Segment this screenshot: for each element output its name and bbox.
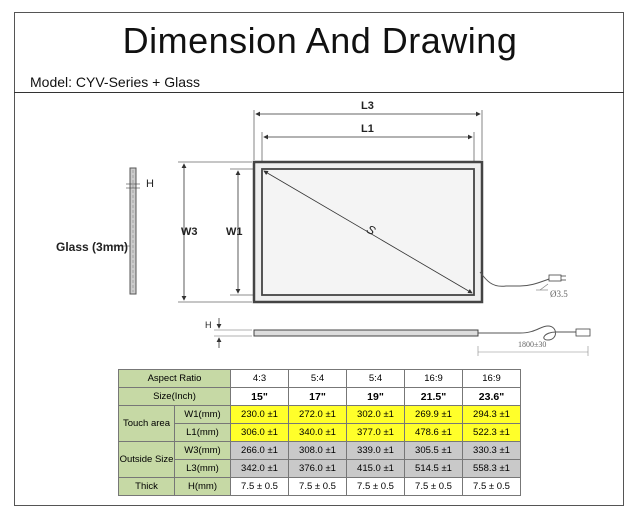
table-cell: 16:9 (405, 370, 463, 388)
w1-row-label: W1(mm) (175, 406, 231, 424)
thick-header: Thick (119, 478, 175, 496)
touch-area-header: Touch area (119, 406, 175, 442)
table-row (119, 370, 521, 388)
table-cell: 294.3 ±1 (463, 406, 521, 424)
table-cell: 266.0 ±1 (231, 442, 289, 460)
table-cell: 306.0 ±1 (231, 424, 289, 442)
h-row-label: H(mm) (175, 478, 231, 496)
table-cell: 23.6" (463, 388, 521, 406)
table-cell: 17" (289, 388, 347, 406)
cable-diameter-label: Ø3.5 (550, 289, 568, 299)
l3-label: L3 (361, 100, 374, 112)
table-cell: 19" (347, 388, 405, 406)
table-row (119, 424, 521, 442)
spec-table (118, 369, 521, 496)
table-cell: 558.3 ±1 (463, 460, 521, 478)
table-cell: 7.5 ± 0.5 (347, 478, 405, 496)
table-cell: 16:9 (463, 370, 521, 388)
table-cell: 415.0 ±1 (347, 460, 405, 478)
table-cell: 339.0 ±1 (347, 442, 405, 460)
size-header: Size(Inch) (119, 388, 231, 406)
l3-row-label: L3(mm) (175, 460, 231, 478)
table-cell: 305.5 ±1 (405, 442, 463, 460)
table-row (119, 388, 521, 406)
table-cell: 376.0 ±1 (289, 460, 347, 478)
table-cell: 5:4 (289, 370, 347, 388)
side-profile (112, 168, 140, 294)
table-cell: 230.0 ±1 (231, 406, 289, 424)
l3-dimension (254, 110, 482, 160)
table-cell: 7.5 ± 0.5 (463, 478, 521, 496)
table-row (119, 478, 521, 496)
s-label: S (364, 221, 378, 239)
table-cell: 5:4 (347, 370, 405, 388)
table-cell: 15" (231, 388, 289, 406)
table-cell: 7.5 ± 0.5 (289, 478, 347, 496)
cable-length-label: 1800±30 (518, 340, 547, 349)
h-side-label: H (146, 178, 154, 190)
table-cell: 377.0 ±1 (347, 424, 405, 442)
w1-label: W1 (226, 226, 243, 238)
model-label: Model: CYV-Series + Glass (30, 74, 201, 90)
table-cell: 7.5 ± 0.5 (405, 478, 463, 496)
table-cell: 340.0 ±1 (289, 424, 347, 442)
h-bottom-label: H (205, 320, 212, 330)
glass-label: Glass (3mm) (56, 240, 129, 254)
table-cell: 522.3 ±1 (463, 424, 521, 442)
w3-row-label: W3(mm) (175, 442, 231, 460)
l1-row-label: L1(mm) (175, 424, 231, 442)
bottom-profile (214, 318, 590, 356)
table-cell: 330.3 ±1 (463, 442, 521, 460)
l1-label: L1 (361, 123, 374, 135)
w3-label: W3 (181, 226, 198, 238)
cable (480, 272, 566, 290)
table-cell: 272.0 ±1 (289, 406, 347, 424)
table-cell: 269.9 ±1 (405, 406, 463, 424)
table-cell: 308.0 ±1 (289, 442, 347, 460)
table-cell: 21.5" (405, 388, 463, 406)
table-row (119, 460, 521, 478)
outside-size-header: Outside Size (119, 442, 175, 478)
table-cell: 4:3 (231, 370, 289, 388)
table-cell: 342.0 ±1 (231, 460, 289, 478)
page-title: Dimension And Drawing (122, 20, 518, 61)
aspect-ratio-header: Aspect Ratio (119, 370, 231, 388)
table-row (119, 442, 521, 460)
table-row (119, 406, 521, 424)
table-cell: 302.0 ±1 (347, 406, 405, 424)
table-cell: 7.5 ± 0.5 (231, 478, 289, 496)
table-cell: 514.5 ±1 (405, 460, 463, 478)
table-cell: 478.6 ±1 (405, 424, 463, 442)
